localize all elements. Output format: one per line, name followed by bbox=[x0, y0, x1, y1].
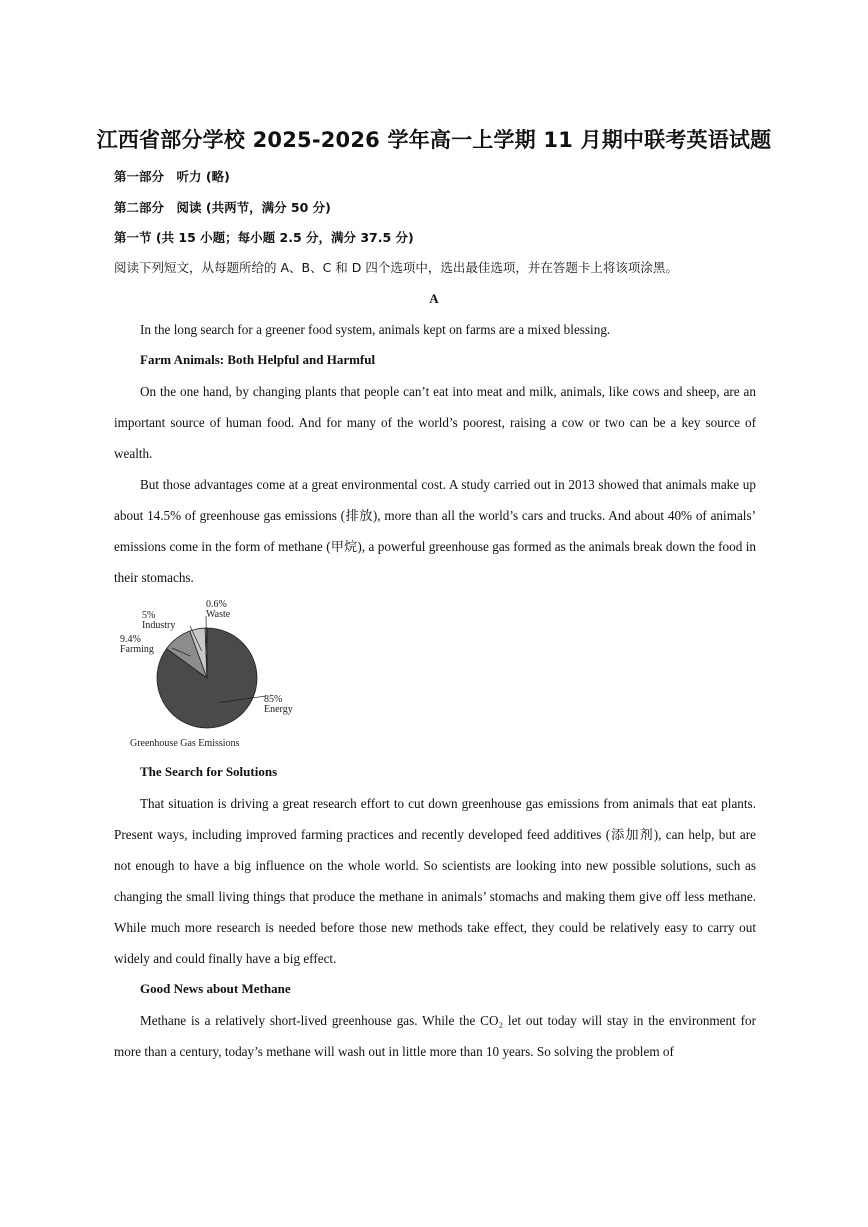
paragraph-2 bbox=[114, 469, 756, 593]
slice-value-industry: 5% bbox=[142, 610, 156, 621]
section-one-heading: 第一节 (共 15 小题；每小题 2.5 分，满分 37.5 分) bbox=[114, 230, 414, 245]
instructions: 阅读下列短文，从每题所给的 A、B、C 和 D 四个选项中，选出最佳选项，并在答题卡上将该项涂黑。 bbox=[114, 260, 678, 275]
slice-label-industry: Industry bbox=[142, 620, 176, 631]
intro-paragraph bbox=[114, 314, 756, 345]
paragraph-4 bbox=[114, 1005, 756, 1067]
slice-label-farming: Farming bbox=[120, 644, 154, 655]
slice-label-energy: Energy bbox=[264, 704, 293, 715]
slice-value-farming: 9.4% bbox=[120, 634, 141, 645]
part-two-heading: 第二部分 阅读 (共两节，满分 50 分) bbox=[114, 200, 331, 215]
slice-value-energy: 85% bbox=[264, 694, 283, 705]
pie-chart bbox=[114, 596, 314, 752]
heading-search-solutions: The Search for Solutions bbox=[140, 764, 278, 779]
paragraph-2-text: But those advantages come at a great environmental cost. A study carried out in 2013 showed that animals make up about 14.5% of greenhouse gas emissions (排放), more than all the world’s cars and trucks. And about 40% of animals’ emissions come in the form of methane (甲烷), a powerful greenhouse gas formed as the animals break down the food in their stomachs. bbox=[114, 477, 756, 585]
slice-label-waste: Waste bbox=[206, 609, 231, 620]
paragraph-3-text: That situation is driving a great research effort to cut down greenhouse gas emissions from animals that eat plants. Present ways, including improved farming practices and recently developed feed additives (添加剂), can help, but are not enough to have a big influence on the whole world. So scientists are looking into new possible solutions, such as changing the small living things that produce the methane in animals’ stomachs and making them give off less methane. While much more research is needed before those new methods take effect, they could be relatively easy to carry out widely and could finally have a big effect. bbox=[114, 796, 756, 966]
leader-line-waste bbox=[206, 616, 207, 651]
paragraph-1-text: On the one hand, by changing plants that people can’t eat into meat and milk, animals, like cows and sheep, are an important source of human food. And for many of the world’s poorest, raising a cow or two can be a key source of wealth. bbox=[114, 384, 756, 461]
pie-slices bbox=[157, 628, 257, 728]
chart-title: Greenhouse Gas Emissions bbox=[130, 738, 240, 749]
exam-title: 江西省部分学校 2025-2026 学年高一上学期 11 月期中联考英语试题 bbox=[96, 128, 772, 152]
intro-text: In the long search for a greener food system, animals kept on farms are a mixed blessing. bbox=[140, 322, 611, 337]
heading-farm-animals: Farm Animals: Both Helpful and Harmful bbox=[140, 352, 376, 367]
heading-methane-news: Good News about Methane bbox=[140, 981, 291, 996]
slice-value-waste: 0.6% bbox=[206, 599, 227, 610]
paragraph-4-text: Methane is a relatively short-lived greenhouse gas. While the CO₂ let out today will stay in the environment for more than a century, today’s methane will wash out in little more than 10 years. So solving the problem of bbox=[114, 1013, 756, 1059]
paragraph-1 bbox=[114, 376, 756, 469]
part-one-heading: 第一部分 听力 (略) bbox=[114, 169, 230, 184]
passage-letter: A bbox=[429, 291, 439, 306]
paragraph-3 bbox=[114, 788, 756, 974]
